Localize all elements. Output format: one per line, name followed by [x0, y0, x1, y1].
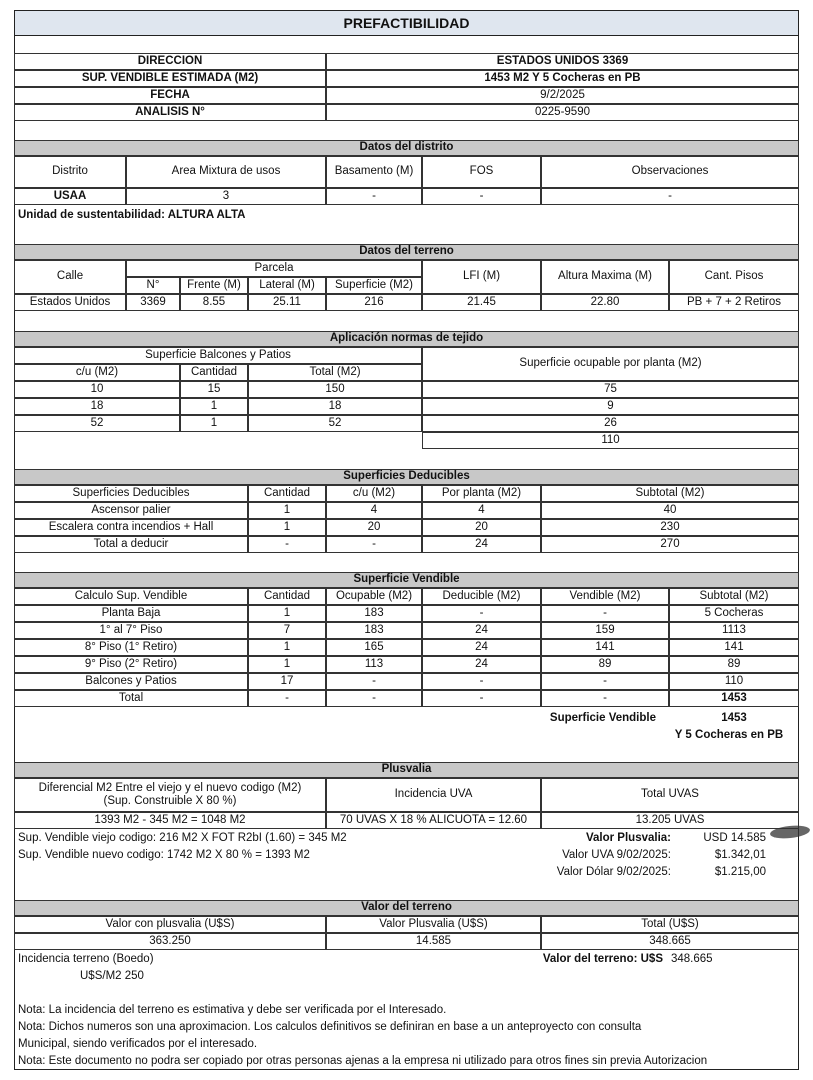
tejido-total-cell: 52 [248, 415, 422, 432]
vendible-header-cell: Subtotal (M2) [669, 588, 799, 605]
terreno-header-lfi: LFI (M) [422, 260, 541, 294]
info-label: FECHA [14, 87, 326, 104]
vendible-vendible-cell: 141 [541, 639, 669, 656]
tejido-left-header: Superficie Balcones y Patios [14, 347, 422, 364]
tejido-total-cell: 18 [248, 398, 422, 415]
terreno-header-frente: Frente (M) [180, 277, 248, 294]
valor-terreno-plusvalia-value: 14.585 [326, 933, 541, 950]
tejido-cantidad-cell: 15 [180, 381, 248, 398]
vendible-cantidad-cell: 1 [248, 639, 326, 656]
terreno-pisos-value: PB + 7 + 2 Retiros [669, 294, 799, 311]
plusvalia-note-viejo: Sup. Vendible viejo codigo: 216 M2 X FOT R2bI (1.60) = 345 M2 [18, 831, 347, 844]
vendible-ocupable-cell: 183 [326, 605, 422, 622]
valor-terreno-header-total: Total (U$S) [541, 916, 799, 933]
tejido-cu-cell: 52 [14, 415, 180, 432]
tejido-header-cantidad: Cantidad [180, 364, 248, 381]
distrito-header-basamento: Basamento (M) [326, 156, 422, 188]
vendible-vendible-cell: - [541, 673, 669, 690]
tejido-ocupable-cell: 26 [422, 415, 799, 432]
valor-terreno-summary-label: Valor del terreno: U$S [542, 952, 663, 965]
deducible-name-cell: Escalera contra incendios + Hall [14, 519, 248, 536]
vendible-subtotal-cell: 110 [669, 673, 799, 690]
valor-terreno-con-plusvalia-value: 363.250 [14, 933, 326, 950]
deducibles-header-cell: c/u (M2) [326, 485, 422, 502]
vendible-name-cell: Planta Baja [14, 605, 248, 622]
vendible-vendible-cell: 89 [541, 656, 669, 673]
valor-terreno-title: Valor del terreno [14, 900, 799, 916]
deducibles-header-cell: Subtotal (M2) [541, 485, 799, 502]
plusvalia-header-diferencial [14, 778, 326, 812]
tejido-title: Aplicación normas de tejido [14, 331, 799, 347]
distrito-header-distrito: Distrito [14, 156, 126, 188]
vendible-ocupable-cell: 113 [326, 656, 422, 673]
incidencia-terreno-label: Incidencia terreno (Boedo) [18, 952, 154, 965]
distrito-header-area: Area Mixtura de usos [126, 156, 326, 188]
valor-uva-label: Valor UVA 9/02/2025: [562, 848, 671, 861]
nota-aproximacion: Nota: Dichos numeros son una aproximacion. Los calculos definitivos se definiran en base a un anteproyecto con consulta [18, 1020, 642, 1033]
tejido-ocupable-total: 110 [422, 432, 799, 449]
vendible-name-cell: 8° Piso (1° Retiro) [14, 639, 248, 656]
tejido-cu-cell: 10 [14, 381, 180, 398]
info-value: 0225-9590 [326, 104, 799, 121]
vendible-cantidad-cell: 17 [248, 673, 326, 690]
incidencia-terreno-value: U$S/M2 250 [80, 969, 144, 982]
deducible-subtotal-cell: 230 [541, 519, 799, 536]
vendible-name-cell: 1° al 7° Piso [14, 622, 248, 639]
vendible-subtotal-cell: 141 [669, 639, 799, 656]
deducible-cu-cell: 4 [326, 502, 422, 519]
deducibles-title: Superficies Deducibles [14, 469, 799, 485]
tejido-right-header: Superficie ocupable por planta (M2) [422, 347, 799, 381]
distrito-value: USAA [14, 188, 126, 205]
distrito-header-fos: FOS [422, 156, 541, 188]
terreno-calle-value: Estados Unidos [14, 294, 126, 311]
plusvalia-total-value: 13.205 UVAS [541, 812, 799, 829]
fos-value: - [422, 188, 541, 205]
deducible-cu-cell: 20 [326, 519, 422, 536]
plusvalia-header-diferencial-line2: (Sup. Construible X 80 %) [103, 795, 237, 807]
plusvalia-header-diferencial-line1: Diferencial M2 Entre el viejo y el nuevo codigo (M2) [38, 781, 302, 794]
terreno-header-pisos: Cant. Pisos [669, 260, 799, 294]
tejido-ocupable-cell: 9 [422, 398, 799, 415]
area-value: 3 [126, 188, 326, 205]
deducible-cantidad-cell: 1 [248, 519, 326, 536]
deducibles-header-cell: Cantidad [248, 485, 326, 502]
vendible-summary-label: Superficie Vendible [549, 711, 656, 724]
nota-incidencia: Nota: La incidencia del terreno es estimativa y debe ser verificada por el Interesado. [18, 1003, 447, 1016]
tejido-cu-cell: 18 [14, 398, 180, 415]
vendible-subtotal-cell: 1113 [669, 622, 799, 639]
info-label: SUP. VENDIBLE ESTIMADA (M2) [14, 70, 326, 87]
vendible-header-cell: Cantidad [248, 588, 326, 605]
vendible-deducible-cell: 24 [422, 622, 541, 639]
valor-terreno-summary-value: 348.665 [671, 952, 713, 965]
valor-terreno-header-plusvalia: Valor Plusvalia (U$S) [326, 916, 541, 933]
distrito-header-observaciones: Observaciones [541, 156, 799, 188]
deducible-cu-cell: - [326, 536, 422, 553]
terreno-lfi-value: 21.45 [422, 294, 541, 311]
valor-plusvalia-value: USD 14.585 [703, 831, 766, 844]
vendible-deducible-cell: - [422, 605, 541, 622]
vendible-header-cell: Vendible (M2) [541, 588, 669, 605]
terreno-header-parcela: Parcela [126, 260, 422, 277]
plusvalia-header-incidencia: Incidencia UVA [326, 778, 541, 812]
vendible-ocupable-cell: - [326, 673, 422, 690]
plusvalia-header-total: Total UVAS [541, 778, 799, 812]
terreno-lateral-value: 25.11 [248, 294, 326, 311]
vendible-ocupable-cell: - [326, 690, 422, 707]
valor-plusvalia-label: Valor Plusvalia: [585, 831, 671, 844]
deducible-planta-cell: 4 [422, 502, 541, 519]
terreno-numero-value: 3369 [126, 294, 180, 311]
vendible-name-cell: 9° Piso (2° Retiro) [14, 656, 248, 673]
deducibles-header-cell: Por planta (M2) [422, 485, 541, 502]
terreno-header-lateral: Lateral (M) [248, 277, 326, 294]
valor-terreno-total-value: 348.665 [541, 933, 799, 950]
info-value: 1453 M2 Y 5 Cocheras en PB [326, 70, 799, 87]
vendible-header-cell: Ocupable (M2) [326, 588, 422, 605]
vendible-cantidad-cell: - [248, 690, 326, 707]
plusvalia-note-nuevo: Sup. Vendible nuevo codigo: 1742 M2 X 80 % = 1393 M2 [18, 848, 310, 861]
deducible-subtotal-cell: 270 [541, 536, 799, 553]
vendible-vendible-cell: 159 [541, 622, 669, 639]
deducible-name-cell: Total a deducir [14, 536, 248, 553]
deducible-planta-cell: 20 [422, 519, 541, 536]
vendible-deducible-cell: - [422, 673, 541, 690]
deducible-planta-cell: 24 [422, 536, 541, 553]
valor-dolar-label: Valor Dólar 9/02/2025: [556, 865, 671, 878]
valor-terreno-header-con-plusvalia: Valor con plusvalia (U$S) [14, 916, 326, 933]
tejido-ocupable-cell: 75 [422, 381, 799, 398]
valor-uva-value: $1.342,01 [714, 848, 766, 861]
tejido-total-cell: 150 [248, 381, 422, 398]
vendible-ocupable-cell: 165 [326, 639, 422, 656]
sustentabilidad-note: Unidad de sustentabilidad: ALTURA ALTA [18, 208, 246, 221]
nota-copia: Nota: Este documento no podra ser copiado por otras personas ajenas a la empresa ni utilizado para otros fines sin previa Autorizacion [18, 1054, 708, 1067]
nota-aproximacion-cont: Municipal, siendo verificados por el interesado. [18, 1037, 258, 1050]
vendible-title: Superficie Vendible [14, 572, 799, 588]
deducible-name-cell: Ascensor palier [14, 502, 248, 519]
vendible-name-cell: Balcones y Patios [14, 673, 248, 690]
info-value: ESTADOS UNIDOS 3369 [326, 53, 799, 70]
plusvalia-title: Plusvalia [14, 762, 799, 778]
vendible-vendible-cell: - [541, 605, 669, 622]
terreno-superficie-value: 216 [326, 294, 422, 311]
vendible-deducible-cell: - [422, 690, 541, 707]
vendible-subtotal-cell: 1453 [669, 690, 799, 707]
plusvalia-incidencia-value: 70 UVAS X 18 % ALICUOTA = 12.60 [326, 812, 541, 829]
deducible-cantidad-cell: 1 [248, 502, 326, 519]
info-value: 9/2/2025 [326, 87, 799, 104]
vendible-summary-extra: Y 5 Cocheras en PB [674, 728, 784, 741]
deducible-cantidad-cell: - [248, 536, 326, 553]
terreno-header-calle: Calle [14, 260, 126, 294]
terreno-frente-value: 8.55 [180, 294, 248, 311]
terreno-header-numero: N° [126, 277, 180, 294]
vendible-header-cell: Calculo Sup. Vendible [14, 588, 248, 605]
tejido-header-cu: c/u (M2) [14, 364, 180, 381]
vendible-cantidad-cell: 1 [248, 605, 326, 622]
vendible-deducible-cell: 24 [422, 639, 541, 656]
vendible-deducible-cell: 24 [422, 656, 541, 673]
vendible-ocupable-cell: 183 [326, 622, 422, 639]
observaciones-value: - [541, 188, 799, 205]
terreno-title: Datos del terreno [14, 244, 799, 260]
vendible-cantidad-cell: 1 [248, 656, 326, 673]
tejido-cantidad-cell: 1 [180, 415, 248, 432]
vendible-subtotal-cell: 5 Cocheras [669, 605, 799, 622]
vendible-vendible-cell: - [541, 690, 669, 707]
vendible-cantidad-cell: 7 [248, 622, 326, 639]
info-label: DIRECCION [14, 53, 326, 70]
vendible-summary-value: 1453 [721, 711, 747, 724]
tejido-cantidad-cell: 1 [180, 398, 248, 415]
deducible-subtotal-cell: 40 [541, 502, 799, 519]
terreno-header-superficie: Superficie (M2) [326, 277, 422, 294]
tejido-header-total: Total (M2) [248, 364, 422, 381]
valor-dolar-value: $1.215,00 [714, 865, 766, 878]
vendible-subtotal-cell: 89 [669, 656, 799, 673]
vendible-name-cell: Total [14, 690, 248, 707]
basamento-value: - [326, 188, 422, 205]
plusvalia-diferencial-value: 1393 M2 - 345 M2 = 1048 M2 [14, 812, 326, 829]
page-title: PREFACTIBILIDAD [14, 10, 799, 36]
info-label: ANALISIS N° [14, 104, 326, 121]
distrito-title: Datos del distrito [14, 140, 799, 156]
terreno-altura-value: 22.80 [541, 294, 669, 311]
vendible-header-cell: Deducible (M2) [422, 588, 541, 605]
terreno-header-altura: Altura Maxima (M) [541, 260, 669, 294]
deducibles-header-cell: Superficies Deducibles [14, 485, 248, 502]
